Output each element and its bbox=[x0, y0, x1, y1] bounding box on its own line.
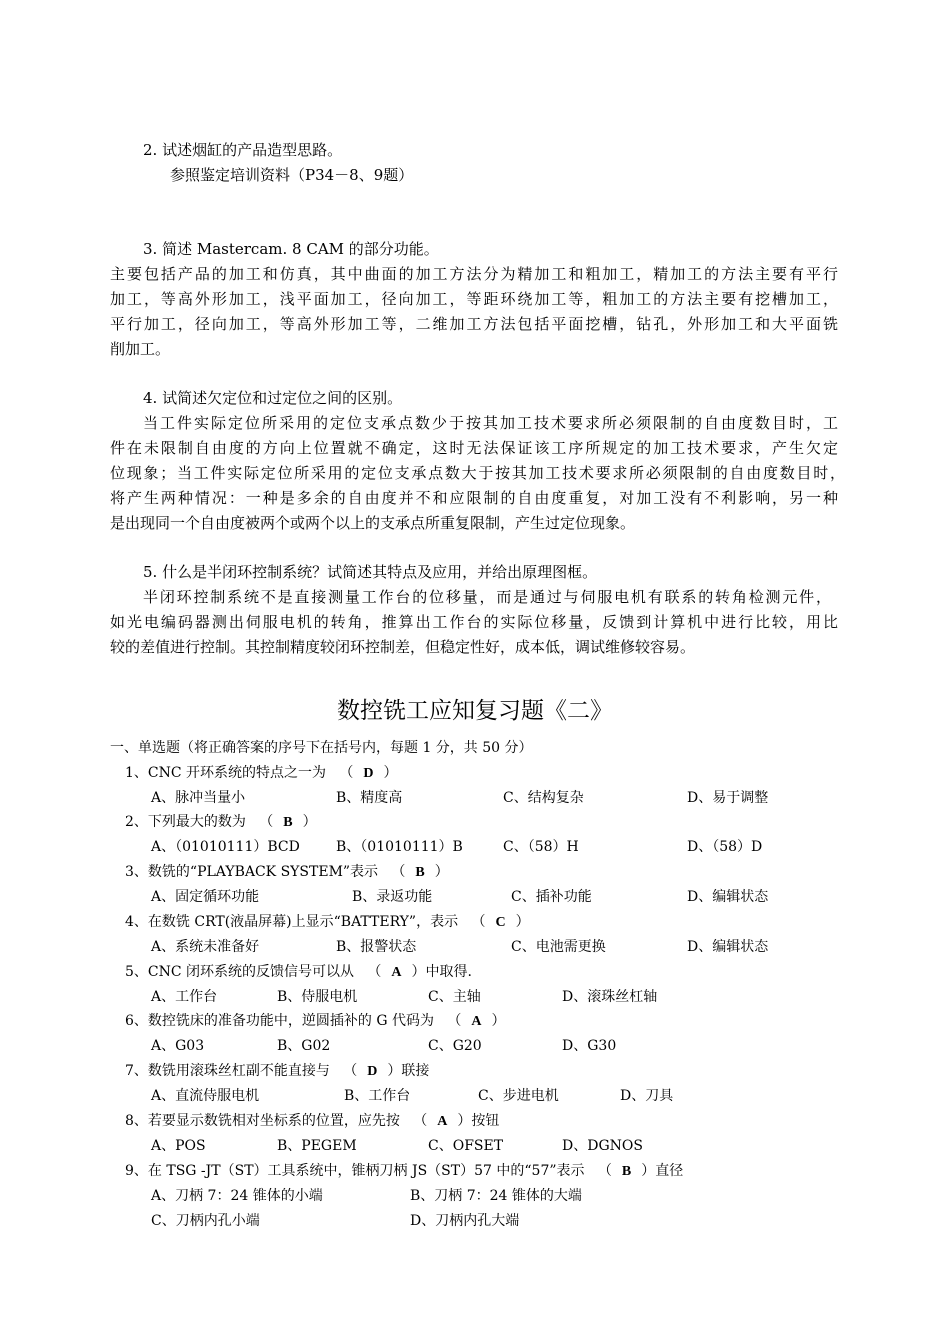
option: D、DGNOS bbox=[562, 1138, 643, 1154]
option: B、录返功能 bbox=[352, 889, 433, 905]
question-stem: 4、在数铣 CRT(液晶屏幕)上显示“BATTERY”，表示 bbox=[125, 914, 459, 930]
option: B、工作台 bbox=[344, 1088, 411, 1104]
answer-bracket: （ C ） bbox=[463, 914, 530, 930]
answer-bracket: （ B ） bbox=[589, 1163, 655, 1179]
answer-letter: B bbox=[415, 865, 425, 880]
mc-question-3 bbox=[125, 862, 449, 883]
answer-letter: C bbox=[495, 915, 506, 930]
q5-answer-line: 半闭环控制系统不是直接测量工作台的位移量，而是通过与伺服电机有联系的转角检测元件， bbox=[143, 588, 831, 606]
option: B、精度高 bbox=[336, 790, 403, 806]
q5-answer-line: 较的差值进行控制。其控制精度较闭环控制差，但稳定性好，成本低，调试维修较容易。 bbox=[110, 638, 696, 656]
question-stem: 2、下列最大的数为 bbox=[125, 814, 246, 830]
question-stem: 9、在 TSG -JT（ST）工具系统中，锥柄刀柄 JS（ST）57 中的“57”表示 bbox=[125, 1163, 585, 1179]
option: C、刀柄内孔小端 bbox=[151, 1213, 260, 1229]
mc-question-6 bbox=[125, 1011, 505, 1032]
question-stem: 3、数铣的“PLAYBACK SYSTEM”表示 bbox=[125, 864, 379, 880]
option: D、易于调整 bbox=[687, 790, 769, 806]
answer-bracket: （ A ） bbox=[438, 1013, 505, 1029]
option: A、固定循环功能 bbox=[151, 889, 260, 905]
option: C、主轴 bbox=[428, 989, 481, 1005]
answer-letter: A bbox=[391, 965, 402, 980]
question-stem: 5、CNC 闭环系统的反馈信号可以从 bbox=[125, 964, 355, 980]
q3-answer-line: 削加工。 bbox=[110, 340, 171, 358]
q4-answer-line: 将产生两种情况：一种是多余的自由度并不和应限制的自由度重复，对加工没有不利影响，另一种 bbox=[110, 489, 838, 507]
option: A、（01010111）BCD bbox=[151, 839, 300, 855]
question-stem: 8、若要显示数铣相对坐标系的位置，应先按 bbox=[125, 1113, 400, 1129]
mc-question-7 bbox=[125, 1061, 429, 1082]
option: B、（01010111）B bbox=[336, 839, 463, 855]
question-stem: 7、数铣用滚珠丝杠副不能直接与 bbox=[125, 1063, 330, 1079]
option: D、G30 bbox=[562, 1038, 617, 1054]
option: B、PEGEM bbox=[277, 1138, 357, 1154]
q4-question: 4. 试简述欠定位和过定位之间的区别。 bbox=[143, 389, 403, 407]
option: D、（58）D bbox=[687, 839, 763, 855]
answer-letter: D bbox=[367, 1064, 378, 1079]
answer-letter: B bbox=[621, 1164, 632, 1179]
option: C、OFSET bbox=[428, 1138, 504, 1154]
option: A、脉冲当量小 bbox=[151, 790, 246, 806]
option: D、刀具 bbox=[620, 1088, 674, 1104]
q3-question: 3. 简述 Mastercam. 8 CAM 的部分功能。 bbox=[143, 240, 439, 258]
q2-question: 2. 试述烟缸的产品造型思路。 bbox=[143, 141, 343, 159]
answer-bracket: （ A ） bbox=[358, 964, 425, 980]
option: A、工作台 bbox=[151, 989, 218, 1005]
option: D、滚珠丝杠轴 bbox=[562, 989, 658, 1005]
question-stem: 1、CNC 开环系统的特点之一为 bbox=[125, 765, 327, 781]
option: A、POS bbox=[151, 1138, 206, 1154]
q4-answer-line: 件在未限制自由度的方向上位置就不确定，这时无法保证该工序所规定的加工技术要求，产生欠定 bbox=[110, 439, 838, 457]
option: B、侍服电机 bbox=[277, 989, 358, 1005]
option: D、刀柄内孔大端 bbox=[410, 1213, 520, 1229]
option: C、（58）H bbox=[503, 839, 579, 855]
option: D、编辑状态 bbox=[687, 939, 769, 955]
q4-answer-line: 是出现同一个自由度被两个或两个以上的支承点所重复限制，产生过定位现象。 bbox=[110, 514, 636, 532]
answer-letter: B bbox=[283, 815, 293, 830]
option: A、G03 bbox=[151, 1038, 205, 1054]
answer-letter: A bbox=[471, 1014, 482, 1029]
mc-question-9 bbox=[125, 1161, 683, 1182]
answer-bracket: （ B ） bbox=[383, 864, 449, 880]
option: C、G20 bbox=[428, 1038, 482, 1054]
q5-question: 5. 什么是半闭环控制系统？试简述其特点及应用，并给出原理图框。 bbox=[143, 563, 598, 581]
mc-question-8 bbox=[125, 1111, 499, 1132]
option: C、电池需更换 bbox=[511, 939, 606, 955]
section-heading: 一、单选题（将正确答案的序号下在括号内，每题 1 分，共 50 分） bbox=[110, 740, 533, 756]
section-title: 数控铣工应知复习题《二》 bbox=[337, 698, 613, 724]
option: A、刀柄 7：24 锥体的小端 bbox=[151, 1188, 323, 1204]
answer-letter: D bbox=[363, 766, 374, 781]
option: C、插补功能 bbox=[511, 889, 592, 905]
answer-letter: A bbox=[437, 1114, 448, 1129]
q5-answer-line: 如光电编码器测出伺服电机的转角，推算出工作台的实际位移量，反馈到计算机中进行比较，用比 bbox=[110, 613, 838, 631]
option: B、报警状态 bbox=[336, 939, 417, 955]
answer-bracket: （ D ） bbox=[330, 765, 397, 781]
question-stem: 6、数控铣床的准备功能中，逆圆插补的 G 代码为 bbox=[125, 1013, 434, 1029]
q4-answer-line: 当工件实际定位所采用的定位支承点数少于按其加工技术要求所必须限制的自由度数目时，工 bbox=[143, 414, 838, 432]
q4-answer-line: 位现象；当工件实际定位所采用的定位支承点数大于按其加工技术要求所必须限制的自由度数目时， bbox=[110, 464, 845, 482]
answer-bracket: （ D ） bbox=[334, 1063, 401, 1079]
option: C、结构复杂 bbox=[503, 790, 584, 806]
mc-question-4 bbox=[125, 912, 530, 933]
option: C、步进电机 bbox=[478, 1088, 559, 1104]
q3-answer-line: 主要包括产品的加工和仿真，其中曲面的加工方法分为精加工和粗加工，精加工的方法主要有平行 bbox=[110, 265, 838, 283]
question-suffix: 中取得. bbox=[425, 964, 472, 980]
mc-question-2 bbox=[125, 812, 317, 833]
option: B、G02 bbox=[277, 1038, 331, 1054]
mc-question-1 bbox=[125, 763, 398, 784]
question-suffix: 按钮 bbox=[471, 1113, 500, 1129]
question-suffix: 直径 bbox=[655, 1163, 684, 1179]
option: A、直流侍服电机 bbox=[151, 1088, 260, 1104]
q3-answer-line: 平行加工，径向加工，等高外形加工等，二维加工方法包括平面挖槽，钻孔，外形加工和大平面铣 bbox=[110, 315, 838, 333]
q3-answer-line: 加工，等高外形加工，浅平面加工，径向加工，等距环绕加工等，粗加工的方法主要有挖槽加工， bbox=[110, 290, 838, 308]
option: A、系统未准备好 bbox=[151, 939, 260, 955]
option: D、编辑状态 bbox=[687, 889, 769, 905]
answer-bracket: （ A ） bbox=[404, 1113, 471, 1129]
mc-question-5 bbox=[125, 962, 472, 983]
question-suffix: 联接 bbox=[401, 1063, 430, 1079]
option: B、刀柄 7：24 锥体的大端 bbox=[410, 1188, 582, 1204]
q2-answer: 参照鉴定培训资料（P34－8、9题） bbox=[170, 166, 414, 184]
answer-bracket: （ B ） bbox=[250, 814, 316, 830]
